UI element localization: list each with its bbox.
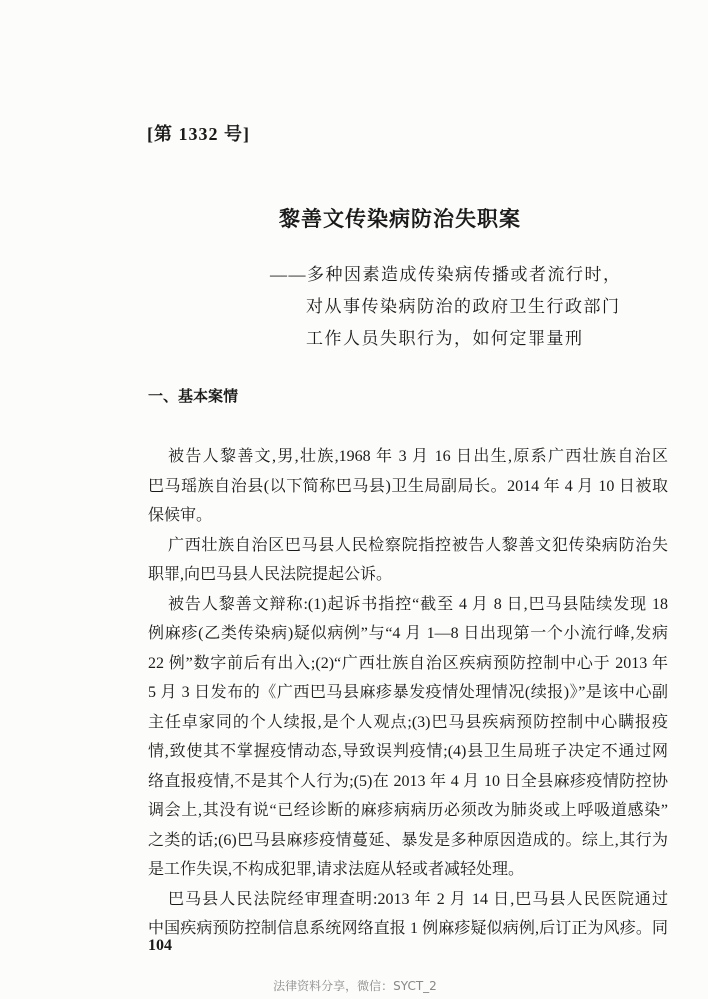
case-title: 黎善文传染病防治失职案 [279, 207, 521, 231]
subtitle-line: ——多种因素造成传染病传播或者流行时， [270, 265, 622, 284]
text-line: 例麻疹(乙类传染病)疑似病例”与“4 月 1—8 日出现第一个小流行峰,发病 [148, 625, 668, 642]
paragraph [148, 590, 668, 885]
text-line: 保候审。 [148, 507, 213, 524]
watermark: 法律资料分享，微信：SYCT_2 [273, 979, 437, 993]
text-line: 职罪,向巴马县人民法院提起公诉。 [148, 566, 393, 583]
body-text [148, 442, 668, 944]
text-line: 情,致使其不掌握疫情动态,导致误判疫情;(4)县卫生局班子决定不通过网 [148, 743, 668, 760]
text-line: 22 例”数字前后有出入;(2)“广西壮族自治区疾病预防控制中心于 2013 年 [148, 654, 668, 672]
text-line: 之类的话;(6)巴马县麻疹疫情蔓延、暴发是多种原因造成的。综上,其行为 [148, 831, 668, 849]
page-number: 104 [148, 937, 172, 954]
text-line: 被告人黎善文,男,壮族,1968 年 3 月 16 日出生,原系广西壮族自治区 [168, 448, 668, 465]
case-number: [第 1332 号] [147, 124, 250, 144]
text-line: 调会上,其没有说“已经诊断的麻疹病病历必须改为肺炎或上呼吸道感染” [148, 802, 668, 819]
paragraph [148, 442, 668, 531]
section-heading: 一、基本案情 [148, 389, 239, 405]
text-line: 巴马瑶族自治县(以下简称巴马县)卫生局副局长。2014 年 4 月 10 日被取 [148, 477, 668, 495]
paragraph [148, 885, 668, 944]
text-line: 被告人黎善文辩称:(1)起诉书指控“截至 4 月 8 日,巴马县陆续发现 18 [168, 595, 668, 613]
paragraph [148, 531, 668, 590]
subtitle-line: 工作人员失职行为，如何定罪量刑 [306, 329, 584, 348]
text-line: 是工作失误,不构成犯罪,请求法庭从轻或者减轻处理。 [148, 861, 525, 878]
subtitle-line: 对从事传染病防治的政府卫生行政部门 [306, 297, 621, 316]
text-line: 巴马县人民法院经审理查明:2013 年 2 月 14 日,巴马县人民医院通过 [168, 890, 668, 908]
text-line: 广西壮族自治区巴马县人民检察院指控被告人黎善文犯传染病防治失 [168, 536, 668, 554]
text-line: 中国疾病预防控制信息系统网络直报 1 例麻疹疑似病例,后订正为风疹。同 [148, 920, 668, 937]
text-line: 主任卓家同的个人续报,是个人观点;(3)巴马县疾病预防控制中心瞒报疫 [148, 713, 668, 731]
text-line: 5 月 3 日发布的《广西巴马县麻疹暴发疫情处理情况(续报)》”是该中心副 [148, 684, 668, 701]
text-line: 络直报疫情,不是其个人行为;(5)在 2013 年 4 月 10 日全县麻疹疫情防控协 [148, 772, 668, 790]
